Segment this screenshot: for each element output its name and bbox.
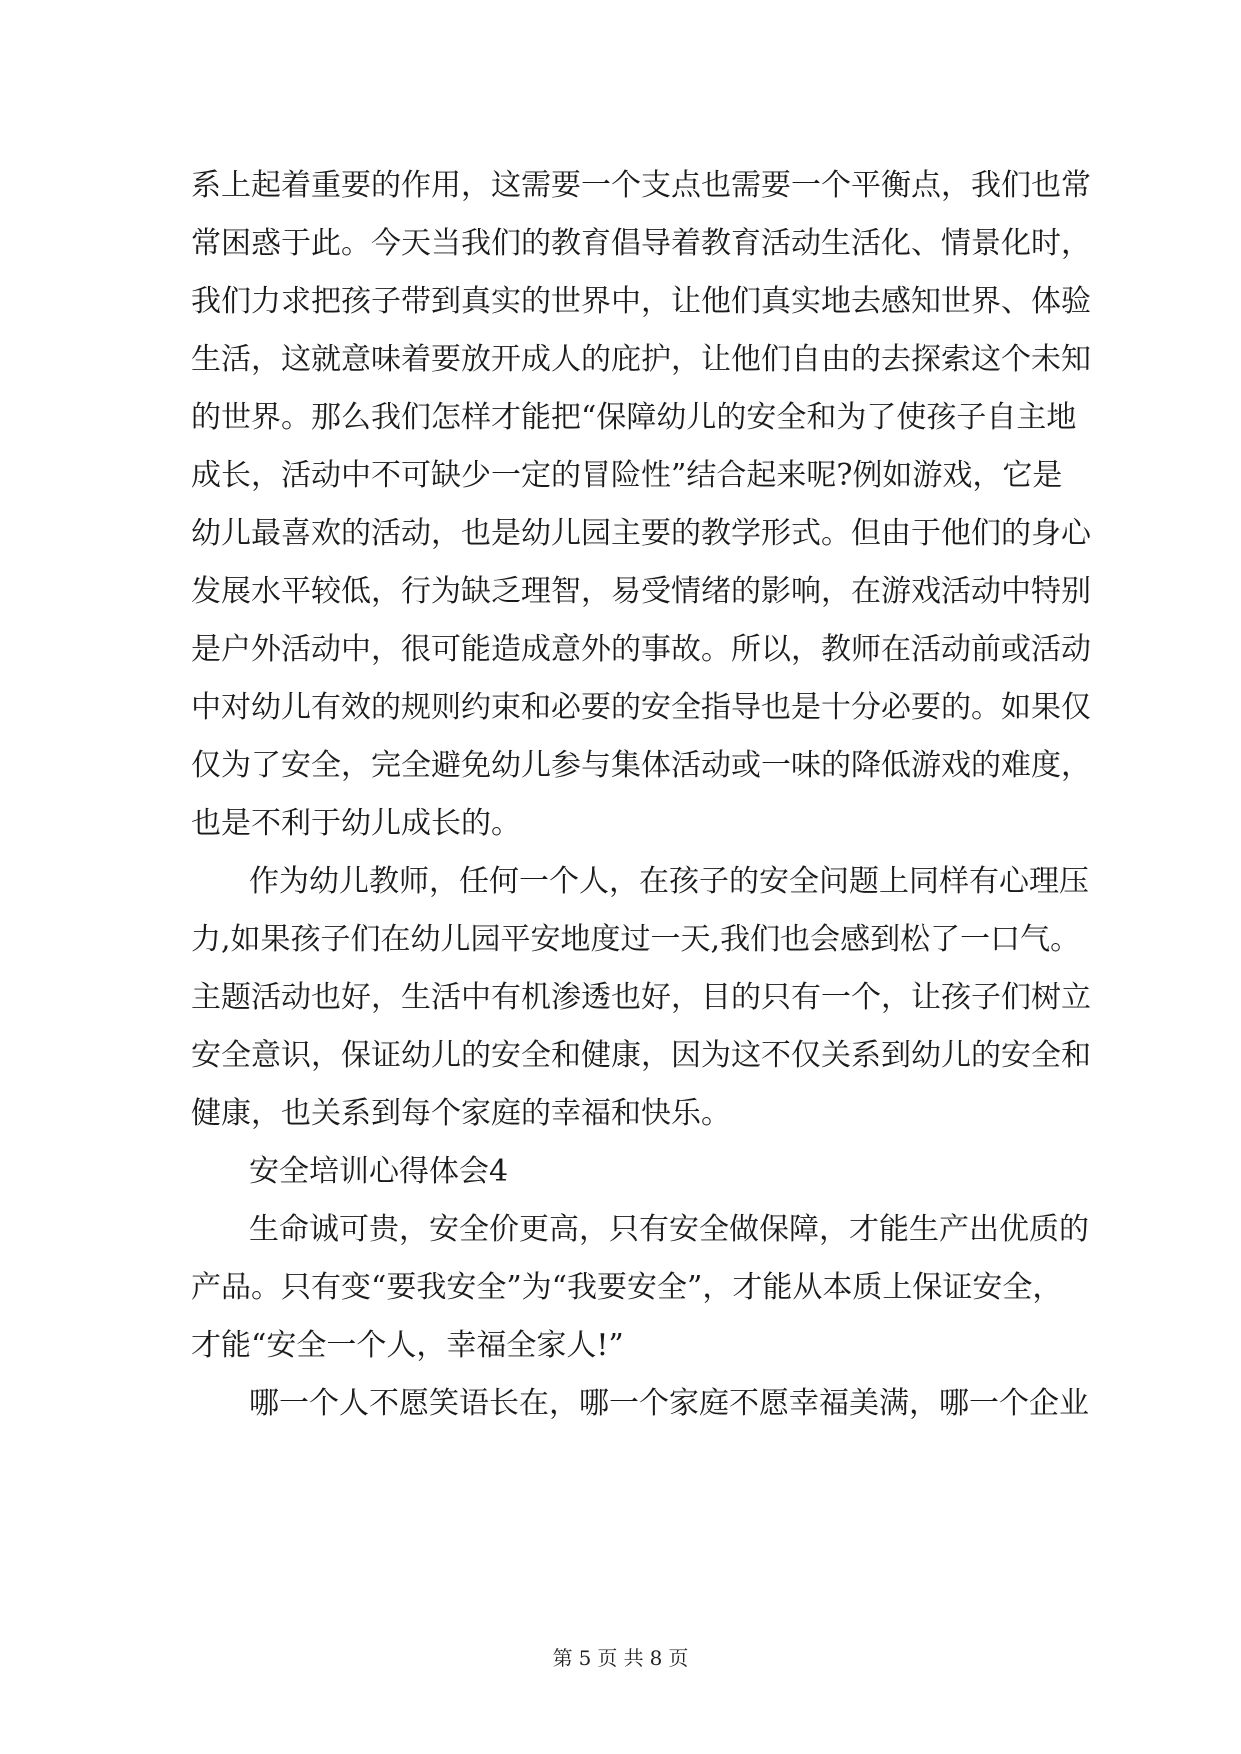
paragraph-continued (191, 157, 1091, 853)
text-line: 才能“安全一个人，幸福全家人!” (191, 1328, 624, 1363)
footer-mid: 页 共 (597, 1646, 644, 1670)
text-line: 健康，也关系到每个家庭的幸福和快乐。 (191, 1096, 731, 1131)
text-line: 系上起着重要的作用，这需要一个支点也需要一个平衡点，我们也常 (191, 168, 1091, 203)
text-line: 作为幼儿教师，任何一个人，在孩子的安全问题上同样有心理压 (249, 864, 1089, 899)
page-footer (0, 1642, 1241, 1671)
section-heading-text: 安全培训心得体会4 (249, 1154, 509, 1189)
text-line: 常困惑于此。今天当我们的教育倡导着教育活动生活化、情景化时， (191, 226, 1091, 261)
text-line: 力,如果孩子们在幼儿园平安地度过一天,我们也会感到松了一口气。 (191, 922, 1081, 957)
text-line: 成长，活动中不可缺少一定的冒险性”结合起来呢?例如游戏，它是 (191, 458, 1063, 493)
text-line: 发展水平较低，行为缺乏理智，易受情绪的影响，在游戏活动中特别 (191, 574, 1091, 609)
text-line: 安全意识，保证幼儿的安全和健康，因为这不仅关系到幼儿的安全和 (191, 1038, 1091, 1073)
text-line: 中对幼儿有效的规则约束和必要的安全指导也是十分必要的。如果仅 (191, 690, 1091, 725)
text-line: 我们力求把孩子带到真实的世界中，让他们真实地去感知世界、体验 (191, 284, 1091, 319)
text-line: 仅为了安全，完全避免幼儿参与集体活动或一味的降低游戏的难度， (191, 748, 1091, 783)
text-line: 是户外活动中，很可能造成意外的事故。所以，教师在活动前或活动 (191, 632, 1091, 667)
text-line: 生活，这就意味着要放开成人的庇护，让他们自由的去探索这个未知 (191, 342, 1091, 377)
footer-prefix: 第 (552, 1646, 573, 1670)
paragraph-teacher-pressure (191, 853, 1091, 1143)
text-line: 幼儿最喜欢的活动，也是幼儿园主要的教学形式。但由于他们的身心 (191, 516, 1091, 551)
text-line: 主题活动也好，生活中有机渗透也好，目的只有一个，让孩子们树立 (191, 980, 1091, 1015)
text-line: 产品。只有变“要我安全”为“我要安全”，才能从本质上保证安全， (191, 1270, 1063, 1305)
footer-suffix: 页 (668, 1646, 689, 1670)
paragraph-life-precious (191, 1201, 1089, 1375)
text-line: 的世界。那么我们怎样才能把“保障幼儿的安全和为了使孩子自主地 (191, 400, 1077, 435)
text-line: 生命诚可贵，安全价更高，只有安全做保障，才能生产出优质的 (249, 1212, 1089, 1247)
section-heading (191, 1143, 1051, 1201)
document-body (191, 157, 1091, 1433)
total-pages-number: 8 (649, 1646, 663, 1670)
text-line: 也是不利于幼儿成长的。 (191, 806, 521, 841)
current-page-number: 5 (578, 1646, 592, 1670)
text-line: 哪一个人不愿笑语长在，哪一个家庭不愿幸福美满，哪一个企业 (249, 1386, 1089, 1421)
paragraph-everyone (191, 1375, 1089, 1433)
